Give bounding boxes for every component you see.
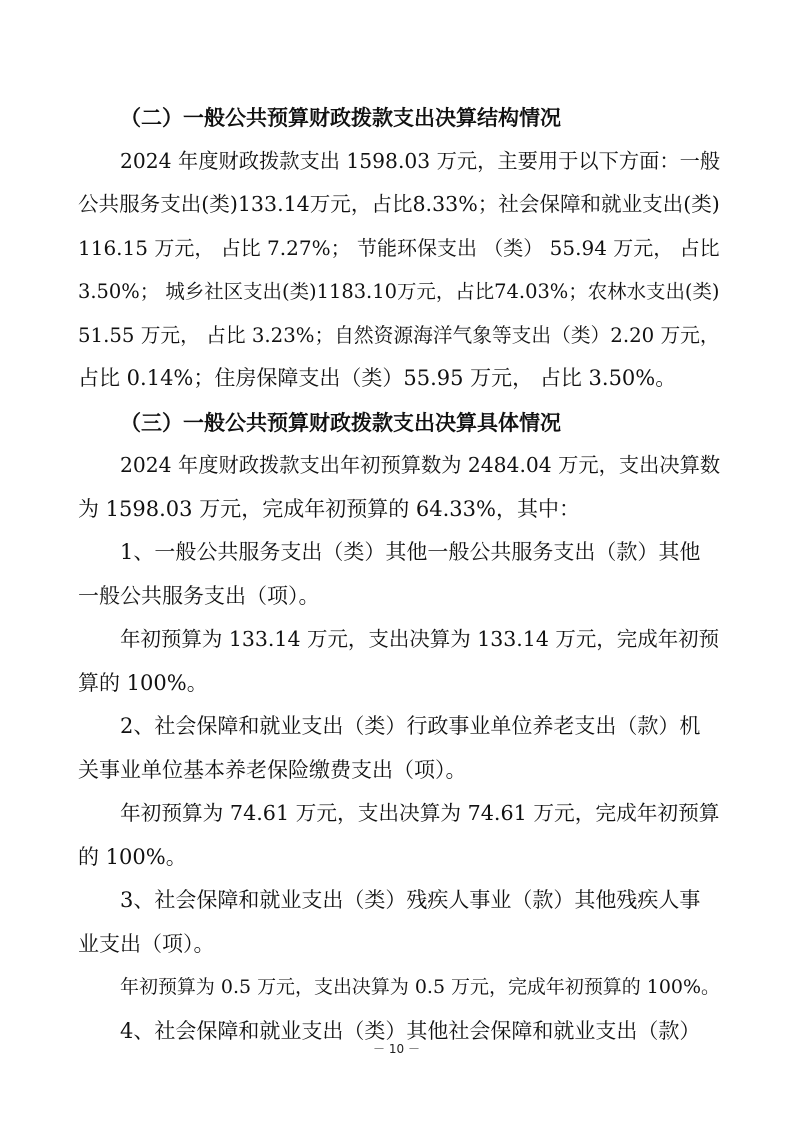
page-number: － 10 － — [373, 1042, 420, 1056]
paragraph-expenditure-detail — [78, 444, 720, 531]
item-3-title — [78, 879, 720, 966]
document-page — [78, 96, 720, 1053]
section-heading-2: （二）一般公共预算财政拨款支出决算结构情况 — [120, 105, 561, 130]
paragraph-expenditure-structure — [78, 140, 720, 401]
text-line: 3、社会保障和就业支出（类）残疾人事业（款）其他残疾人事 — [120, 888, 701, 912]
item-2-body — [78, 792, 720, 879]
text-line: 2024 年度财政拨款支出年初预算数为 2484.04 万元，支出决算数 — [120, 453, 721, 477]
text-line: 年初预算为 74.61 万元，支出决算为 74.61 万元，完成年初预算 — [120, 801, 720, 825]
section-heading-3: （三）一般公共预算财政拨款支出决算具体情况 — [120, 409, 561, 435]
text-line: 116.15 万元， 占比 7.27%； 节能环保支出 （类） 55.94 万元， 占比 — [78, 235, 720, 260]
item-1-body — [78, 618, 720, 705]
text-line: 的 100%。 — [78, 844, 187, 869]
text-line: 51.55 万元， 占比 3.23%；自然资源海洋气象等支出（类）2.20 万元， — [78, 323, 720, 347]
text-line: 业支出（项）。 — [78, 931, 215, 956]
text-line: 公共服务支出(类)133.14万元，占比8.33%；社会保障和就业支出(类) — [78, 192, 720, 216]
text-line: 4、社会保障和就业支出（类）其他社会保障和就业支出（款） — [120, 1018, 701, 1043]
text-line: 占比 0.14%；住房保障支出（类）55.95 万元， 占比 3.50%。 — [78, 366, 677, 390]
text-line: 算的 100%。 — [78, 670, 208, 695]
text-line: 年初预算为 133.14 万元，支出决算为 133.14 万元，完成年初预 — [120, 627, 720, 651]
text-line: 为 1598.03 万元，完成年初预算的 64.33%，其中： — [78, 496, 580, 521]
item-1-title — [78, 531, 720, 618]
text-line: 一般公共服务支出（项）。 — [78, 583, 320, 608]
text-line: 1、一般公共服务支出（类）其他一般公共服务支出（款）其他 — [120, 540, 701, 564]
text-line: 3.50%； 城乡社区支出(类)1183.10万元，占比74.03%；农林水支出(类) — [78, 280, 720, 303]
text-line: 关事业单位基本养老保险缴费支出（项）。 — [78, 757, 467, 782]
item-2-title — [78, 705, 720, 792]
text-line: 2、社会保障和就业支出（类）行政事业单位养老支出（款）机 — [120, 714, 701, 738]
text-line: 2024 年度财政拨款支出 1598.03 万元，主要用于以下方面：一般 — [120, 148, 721, 173]
item-3-body — [78, 966, 720, 1010]
text-line: 年初预算为 0.5 万元，支出决算为 0.5 万元，完成年初预算的 100%。 — [120, 976, 720, 998]
